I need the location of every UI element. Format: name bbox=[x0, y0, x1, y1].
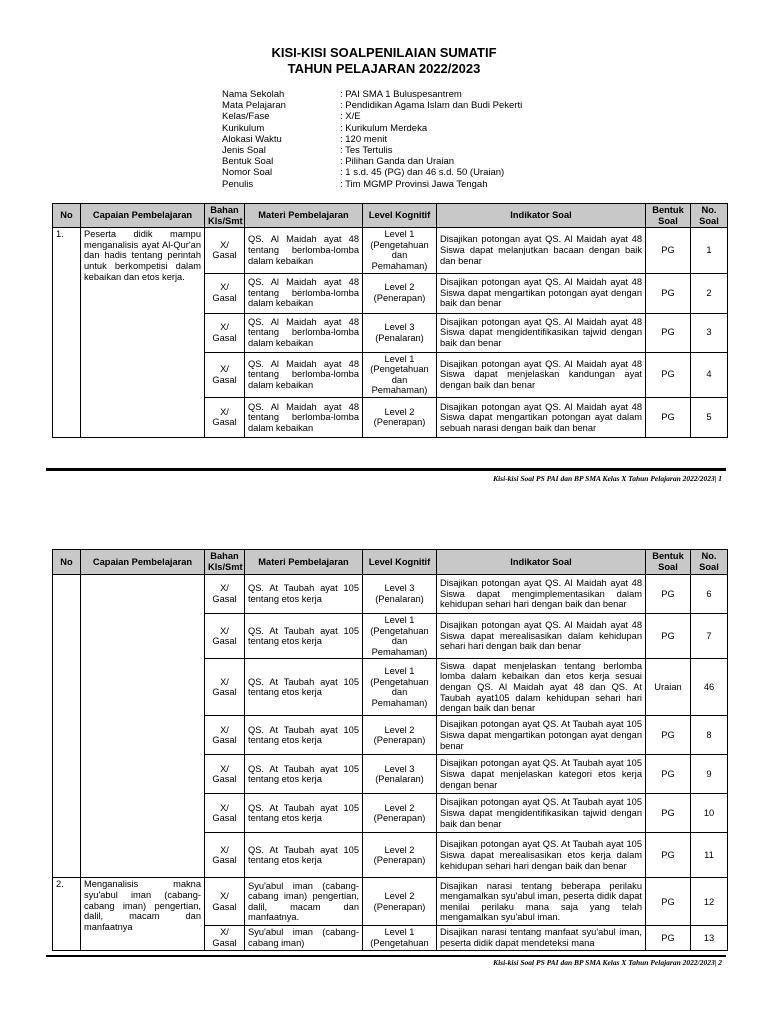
cell-bentuk: PG bbox=[646, 397, 691, 437]
cell-materi: QS. At Taubah ayat 105 tentang etos kerja bbox=[245, 755, 363, 794]
table-row bbox=[53, 878, 728, 926]
cell-bentuk: PG bbox=[646, 878, 691, 926]
cell-bentuk: PG bbox=[646, 716, 691, 755]
cell-indikator: Disajikan potongan ayat QS. Al Maidah ayat 48 Siswa dapat mengidentifikasikan tajwid dengan baik dan benar bbox=[437, 313, 646, 352]
table-header-row bbox=[53, 204, 728, 228]
cell-materi: QS. Al Maidah ayat 48 tentang berlomba-lomba dalam kebaikan bbox=[245, 397, 363, 437]
meta-value: : 120 menit bbox=[340, 133, 387, 145]
cell-nosoal: 2 bbox=[691, 273, 728, 313]
meta-label: Mata Pelajaran bbox=[222, 100, 286, 112]
header-level: Level Kognitif bbox=[363, 204, 437, 228]
cell-level: Level 1 (Pengetahuan dan Pemahaman) bbox=[363, 614, 437, 659]
meta-label: Alokasi Waktu bbox=[222, 133, 282, 145]
cell-nosoal: 11 bbox=[691, 833, 728, 878]
cell-no: 2. bbox=[53, 878, 81, 950]
cell-no-empty bbox=[53, 575, 81, 878]
cell-no: 1. bbox=[53, 228, 81, 438]
cell-indikator: Disajikan potongan ayat QS. At Taubah ayat 105 Siswa dapat merealisasikan etos kerja dalam kehidupan sehari hari dengan baik dan benar bbox=[437, 833, 646, 878]
cell-indikator: Disajikan potongan ayat QS. Al Maidah ayat 48 Siswa dapat menjelaskan kandungan ayat dengan baik dan benar bbox=[437, 352, 646, 397]
cell-bahan: X/ Gasal bbox=[205, 878, 245, 926]
identity-block bbox=[222, 89, 640, 190]
cell-bahan: X/ Gasal bbox=[205, 716, 245, 755]
header-bentuk: Bentuk Soal bbox=[646, 550, 691, 575]
cell-materi: QS. At Taubah ayat 105 tentang etos kerja bbox=[245, 659, 363, 716]
header-bentuk: Bentuk Soal bbox=[646, 204, 691, 228]
header-indikator: Indikator Soal bbox=[437, 550, 646, 575]
cell-level: Level 1 (Pengetahuan dan Pemahaman) bbox=[363, 659, 437, 716]
meta-row bbox=[222, 111, 640, 122]
cell-indikator: Disajikan potongan ayat QS. Al Maidah ayat 48 Siswa dapat mengimplementasikan dalam kehidupan sehari hari dengan baik dan benar bbox=[437, 575, 646, 614]
meta-row bbox=[222, 179, 640, 190]
header-nosoal: No. Soal bbox=[691, 550, 728, 575]
kisi-kisi-table-page-2 bbox=[52, 549, 728, 951]
cell-bahan: X/ Gasal bbox=[205, 575, 245, 614]
cell-capaian: Menganalisis makna syu'abul iman (cabang-cabang iman) pengertian, dalil, macam dan manfaatnya bbox=[81, 878, 205, 950]
cell-indikator: Disajikan narasi tentang manfaat syu'abul iman, peserta didik dapat mendeteksi mana bbox=[437, 926, 646, 950]
cell-indikator: Disajikan narasi tentang beberapa perilaku mengamalkan syu'abul iman, peserta didik dapat menilai perilaku mana saja yang telah mengamalkan syu'abul iman. bbox=[437, 878, 646, 926]
cell-indikator: Disajikan potongan ayat QS. Al Maidah ayat 48 Siswa dapat mengartikan potongan ayat dengan baik dan benar bbox=[437, 273, 646, 313]
cell-level: Level 1 (Pengetahuan bbox=[363, 926, 437, 950]
cell-materi: QS. At Taubah ayat 105 tentang etos kerja bbox=[245, 614, 363, 659]
cell-nosoal: 1 bbox=[691, 228, 728, 273]
meta-row bbox=[222, 156, 640, 167]
header-indikator: Indikator Soal bbox=[437, 204, 646, 228]
header-materi: Materi Pembelajaran bbox=[245, 550, 363, 575]
header-bahan: Bahan Kls/Smt bbox=[205, 204, 245, 228]
cell-level: Level 2 (Penerapan) bbox=[363, 716, 437, 755]
document-subtitle: TAHUN PELAJARAN 2022/2023 bbox=[287, 61, 481, 76]
meta-row bbox=[222, 123, 640, 134]
meta-row bbox=[222, 134, 640, 145]
meta-label: Kelas/Fase bbox=[222, 111, 270, 123]
cell-nosoal: 9 bbox=[691, 755, 728, 794]
meta-row bbox=[222, 167, 640, 178]
cell-bentuk: PG bbox=[646, 228, 691, 273]
cell-materi: QS. At Taubah ayat 105 tentang etos kerja bbox=[245, 794, 363, 833]
cell-indikator: Disajikan potongan ayat QS. At Taubah ayat 105 Siswa dapat mengidentifikasikan tajwid dengan baik dan benar bbox=[437, 794, 646, 833]
cell-bahan: X/ Gasal bbox=[205, 352, 245, 397]
cell-capaian: Peserta didik mampu menganalisis ayat Al-Qur'an dan hadis tentang perintah untuk berkompetisi dalam kebaikan dan etos kerja. bbox=[81, 228, 205, 438]
cell-nosoal: 10 bbox=[691, 794, 728, 833]
cell-bentuk: PG bbox=[646, 926, 691, 950]
page-2-footer-rule bbox=[46, 955, 726, 957]
cell-level: Level 3 (Penalaran) bbox=[363, 755, 437, 794]
cell-bahan: X/ Gasal bbox=[205, 273, 245, 313]
cell-level: Level 2 (Penerapan) bbox=[363, 273, 437, 313]
cell-bahan: X/ Gasal bbox=[205, 794, 245, 833]
document-title: KISI-KISI SOALPENILAIAN SUMATIF bbox=[271, 45, 497, 60]
meta-label: Nama Sekolah bbox=[222, 89, 285, 100]
cell-level: Level 3 (Penalaran) bbox=[363, 575, 437, 614]
cell-level: Level 2 (Penerapan) bbox=[363, 833, 437, 878]
cell-indikator: Disajikan potongan ayat QS. At Taubah ayat 105 Siswa dapat mengartikan potongan ayat dengan benar bbox=[437, 716, 646, 755]
meta-label: Jenis Soal bbox=[222, 145, 266, 157]
cell-bentuk: Uraian bbox=[646, 659, 691, 716]
cell-nosoal: 3 bbox=[691, 313, 728, 352]
cell-nosoal: 7 bbox=[691, 614, 728, 659]
cell-nosoal: 13 bbox=[691, 926, 728, 950]
cell-indikator: Disajikan potongan ayat QS. At Taubah ayat 105 Siswa dapat menjelaskan kategori etos kerja dengan benar bbox=[437, 755, 646, 794]
cell-bahan: X/ Gasal bbox=[205, 755, 245, 794]
page-1-footer-rule bbox=[46, 468, 726, 471]
cell-nosoal: 6 bbox=[691, 575, 728, 614]
header-capaian: Capaian Pembelajaran bbox=[81, 550, 205, 575]
meta-label: Kurikulum bbox=[222, 122, 265, 134]
meta-row bbox=[222, 145, 640, 156]
cell-indikator: Disajikan potongan ayat QS. Al Maidah ayat 48 Siswa dapat merealisasikan dalam kehidupan sehari hari dengan baik dan benar bbox=[437, 614, 646, 659]
kisi-kisi-table-page-1 bbox=[52, 203, 728, 438]
meta-row bbox=[222, 100, 640, 111]
meta-label: Nomor Soal bbox=[222, 167, 273, 179]
cell-bahan: X/ Gasal bbox=[205, 614, 245, 659]
cell-materi: QS. At Taubah ayat 105 tentang etos kerja bbox=[245, 716, 363, 755]
cell-materi: QS. Al Maidah ayat 48 tentang berlomba-lomba dalam kebaikan bbox=[245, 352, 363, 397]
header-bahan: Bahan Kls/Smt bbox=[205, 550, 245, 575]
cell-materi: Syu'abul iman (cabang-cabang iman) pengertian, dalil, macam dan manfaatnya. bbox=[245, 878, 363, 926]
header-level: Level Kognitif bbox=[363, 550, 437, 575]
cell-materi: QS. Al Maidah ayat 48 tentang berlomba-lomba dalam kebaikan bbox=[245, 313, 363, 352]
cell-materi: QS. At Taubah ayat 105 tentang etos kerja bbox=[245, 575, 363, 614]
meta-value: : 1 s.d. 45 (PG) dan 46 s.d. 50 (Uraian) bbox=[340, 167, 505, 179]
cell-level: Level 2 (Penerapan) bbox=[363, 397, 437, 437]
table-header-row bbox=[53, 550, 728, 575]
cell-bahan: X/ Gasal bbox=[205, 659, 245, 716]
header-capaian: Capaian Pembelajaran bbox=[81, 204, 205, 228]
cell-level: Level 1 (Pengetahuan dan Pemahaman) bbox=[363, 228, 437, 273]
cell-bentuk: PG bbox=[646, 352, 691, 397]
meta-label: Bentuk Soal bbox=[222, 156, 274, 168]
cell-bahan: X/ Gasal bbox=[205, 228, 245, 273]
page-1-footer: Kisi-kisi Soal PS PAI dan BP SMA Kelas X Tahun Pelajaran 2022/2023| 1 bbox=[493, 474, 722, 483]
cell-bentuk: PG bbox=[646, 614, 691, 659]
cell-bahan: X/ Gasal bbox=[205, 313, 245, 352]
meta-label: Penulis bbox=[222, 178, 254, 190]
header-no: No bbox=[53, 204, 81, 228]
cell-level: Level 2 (Penerapan) bbox=[363, 794, 437, 833]
cell-level: Level 3 (Penalaran) bbox=[363, 313, 437, 352]
page-2-footer: Kisi-kisi Soal PS PAI dan BP SMA Kelas X Tahun Pelajaran 2022/2023| 2 bbox=[493, 958, 722, 967]
cell-nosoal: 4 bbox=[691, 352, 728, 397]
header-nosoal: No. Soal bbox=[691, 204, 728, 228]
meta-value: : Pilihan Ganda dan Uraian bbox=[340, 156, 455, 168]
cell-materi: Syu'abul iman (cabang-cabang iman) bbox=[245, 926, 363, 950]
cell-bahan: X/ Gasal bbox=[205, 926, 245, 950]
meta-value: : Kurikulum Merdeka bbox=[340, 122, 428, 134]
cell-indikator: Disajikan potongan ayat QS. Al Maidah ayat 48 Siswa dapat melanjutkan bacaan dengan baik dan benar bbox=[437, 228, 646, 273]
meta-value: : PAI SMA 1 Buluspesantrem bbox=[340, 89, 462, 100]
cell-bentuk: PG bbox=[646, 313, 691, 352]
cell-materi: QS. Al Maidah ayat 48 tentang berlomba-lomba dalam kebaikan bbox=[245, 273, 363, 313]
header-materi: Materi Pembelajaran bbox=[245, 204, 363, 228]
meta-value: : Tim MGMP Provinsi Jawa Tengah bbox=[340, 178, 488, 190]
cell-bentuk: PG bbox=[646, 755, 691, 794]
meta-row bbox=[222, 89, 640, 100]
cell-bentuk: PG bbox=[646, 575, 691, 614]
cell-nosoal: 12 bbox=[691, 878, 728, 926]
table-row bbox=[53, 228, 728, 273]
cell-indikator: Disajikan potongan ayat QS. Al Maidah ayat 48 Siswa dapat mengartikan potongan ayat dalam sebuah narasi dengan baik dan benar bbox=[437, 397, 646, 437]
cell-materi: QS. At Taubah ayat 105 tentang etos kerja bbox=[245, 833, 363, 878]
meta-value: : Pendidikan Agama Islam dan Budi Pekerti bbox=[340, 100, 523, 112]
cell-bahan: X/ Gasal bbox=[205, 397, 245, 437]
cell-bentuk: PG bbox=[646, 273, 691, 313]
meta-value: : Tes Tertulis bbox=[340, 145, 393, 157]
meta-value: : X/E bbox=[340, 111, 361, 123]
cell-nosoal: 8 bbox=[691, 716, 728, 755]
cell-bentuk: PG bbox=[646, 833, 691, 878]
cell-capaian-empty bbox=[81, 575, 205, 878]
cell-level: Level 1 (Pengetahuan dan Pemahaman) bbox=[363, 352, 437, 397]
header-no: No bbox=[53, 550, 81, 575]
cell-level: Level 2 (Penerapan) bbox=[363, 878, 437, 926]
cell-indikator: Siswa dapat menjelaskan tentang berlomba lomba dalam kebaikan dan etos kerja sesuai dengan QS. Al Maidah ayat 48 dan QS. At Taubah ayat105 dalam kehidupan sehari hari dengan baik dan benar bbox=[437, 659, 646, 716]
table-row bbox=[53, 575, 728, 614]
cell-nosoal: 5 bbox=[691, 397, 728, 437]
cell-bentuk: PG bbox=[646, 794, 691, 833]
cell-nosoal: 46 bbox=[691, 659, 728, 716]
cell-bahan: X/ Gasal bbox=[205, 833, 245, 878]
cell-materi: QS. Al Maidah ayat 48 tentang berlomba-lomba dalam kebaikan bbox=[245, 228, 363, 273]
